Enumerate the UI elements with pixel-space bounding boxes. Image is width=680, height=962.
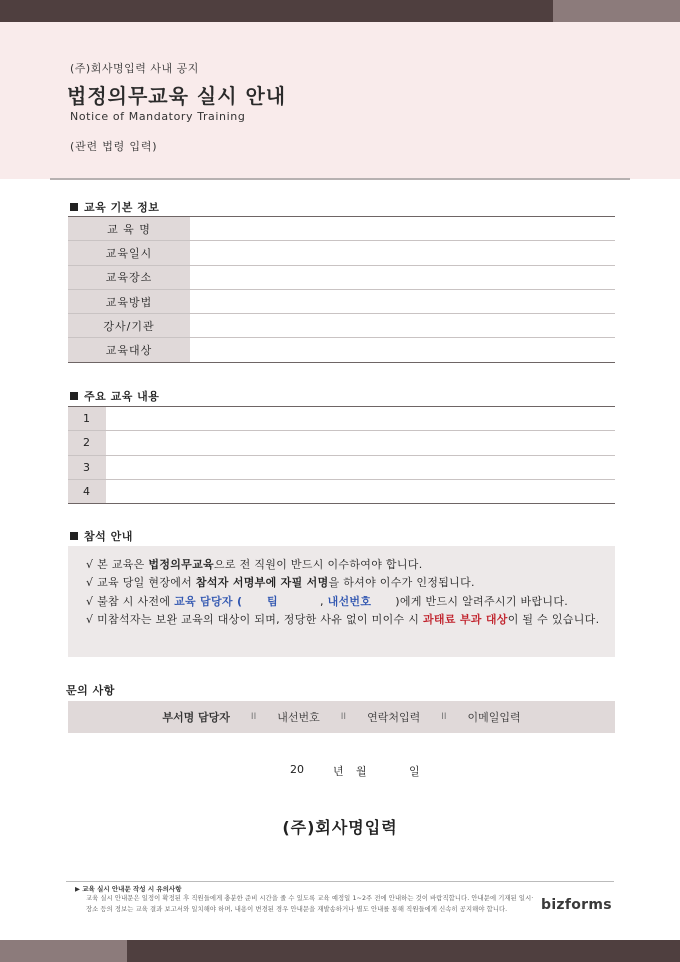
table-row xyxy=(68,407,615,431)
date-day: 일 xyxy=(409,765,420,778)
row-value[interactable] xyxy=(190,289,615,313)
row-label: 교육일시 xyxy=(68,241,190,265)
header-subtitle: (주)회사명입력 사내 공지 xyxy=(70,62,199,75)
row-label: 교육대상 xyxy=(68,338,190,362)
notice-line-1 xyxy=(78,556,605,574)
notice-line-3 xyxy=(78,593,605,611)
notice-box xyxy=(68,546,615,657)
date-year: 년 xyxy=(333,765,344,778)
bizforms-logo: bizforms xyxy=(541,897,612,913)
section-info-label: 교육 기본 정보 xyxy=(84,201,160,214)
text: 으로 전 직원이 반드시 이수하여야 합니다. xyxy=(213,558,423,571)
separator: II xyxy=(340,712,347,722)
row-value[interactable] xyxy=(106,479,615,503)
check-icon: √ xyxy=(86,576,94,590)
table-row xyxy=(68,455,615,479)
square-bullet-icon xyxy=(70,203,78,211)
row-number: 4 xyxy=(68,479,106,503)
text: )에게 반드시 알려주시기 바랍니다. xyxy=(395,594,569,608)
text-blue: 내선번호 xyxy=(327,594,372,608)
row-value[interactable] xyxy=(190,217,615,241)
text-red: 과태료 부과 대상 xyxy=(422,612,508,626)
row-value[interactable] xyxy=(106,455,615,479)
english-title: Notice of Mandatory Training xyxy=(70,110,246,123)
square-bullet-icon xyxy=(70,532,78,540)
separator: II xyxy=(250,712,257,722)
notice-line-2 xyxy=(78,574,605,592)
footer-title: ▶ 교육 실시 안내문 작성 시 유의사항 xyxy=(75,885,182,893)
row-value[interactable] xyxy=(106,407,615,431)
row-label: 교육장소 xyxy=(68,265,190,289)
row-value[interactable] xyxy=(190,265,615,289)
footer-text: 교육 실시 안내문은 일정이 확정된 후 직원들에게 충분한 준비 시간을 줄 수 있도록 교육 예정일 1~2주 전에 안내하는 것이 바람직합니다. 안내문에 기재된 일시·장소 등의 정보는 교육 결과 보고서와 일치해야 하며, 내용이 변경된 경우 안내문을 재발송하거나 별도 안내를 통해 직원들에게 신속히 공지해야 합니다. xyxy=(86,895,534,913)
check-icon: √ xyxy=(86,558,94,571)
row-label: 강사/기관 xyxy=(68,314,190,338)
content-table xyxy=(68,406,615,504)
header-banner xyxy=(0,22,680,179)
text: 을 하셔야 이수가 인정됩니다. xyxy=(328,576,475,590)
law-reference: (관련 법령 입력) xyxy=(70,140,158,153)
section-content-title xyxy=(70,388,159,404)
page-title: 법정의무교육 실시 안내 xyxy=(67,84,287,108)
company-name: (주)회사명입력 xyxy=(282,818,398,837)
row-value[interactable] xyxy=(190,314,615,338)
square-bullet-icon xyxy=(70,392,78,400)
text: 이 될 수 있습니다. xyxy=(507,612,600,626)
section-info-title xyxy=(70,199,159,215)
section-notice-label: 참석 안내 xyxy=(84,530,133,543)
text: 미참석자는 보완 교육의 대상이 되며, 정당한 사유 없이 미이수 시 xyxy=(97,612,423,626)
email-address: 이메일입력 xyxy=(467,711,521,724)
text-bold: 참석자 서명부에 자필 서명 xyxy=(195,576,329,590)
extension-number: 내선번호 xyxy=(277,711,320,724)
table-row xyxy=(68,338,615,362)
row-value[interactable] xyxy=(190,241,615,265)
table-row xyxy=(68,241,615,265)
text-bold: 법정의무교육 xyxy=(148,558,214,571)
phone-number: 연락처입력 xyxy=(367,711,421,724)
row-number: 2 xyxy=(68,431,106,455)
text: , xyxy=(319,594,328,608)
header-divider xyxy=(50,178,630,180)
check-icon: √ xyxy=(86,612,94,626)
top-bar-accent xyxy=(553,0,680,22)
text-blue: 교육 담당자 ( 팀 xyxy=(174,594,278,608)
row-number: 3 xyxy=(68,455,106,479)
section-content-label: 주요 교육 내용 xyxy=(84,390,160,403)
bottom-bar-accent xyxy=(0,940,127,962)
contact-person: 부서명 담당자 xyxy=(162,711,230,724)
table-row xyxy=(68,479,615,503)
row-value[interactable] xyxy=(190,338,615,362)
row-label: 교 육 명 xyxy=(68,217,190,241)
date-month: 월 xyxy=(356,765,367,778)
inquiry-title: 문의 사항 xyxy=(66,684,115,697)
date-prefix: 20 xyxy=(290,763,304,776)
text: 교육 당일 현장에서 xyxy=(97,576,196,590)
info-table xyxy=(68,216,615,363)
table-row xyxy=(68,217,615,241)
row-label: 교육방법 xyxy=(68,289,190,313)
footer-divider xyxy=(66,881,614,882)
notice-line-4 xyxy=(78,611,605,629)
table-row xyxy=(68,265,615,289)
check-icon: √ xyxy=(86,594,94,608)
text: 불참 시 사전에 xyxy=(97,594,175,608)
section-notice-title xyxy=(70,528,133,544)
inquiry-bar xyxy=(68,701,615,733)
row-value[interactable] xyxy=(106,431,615,455)
table-row xyxy=(68,314,615,338)
table-row xyxy=(68,431,615,455)
table-row xyxy=(68,289,615,313)
text: 본 교육은 xyxy=(97,558,149,571)
separator: II xyxy=(441,712,447,722)
row-number: 1 xyxy=(68,407,106,431)
